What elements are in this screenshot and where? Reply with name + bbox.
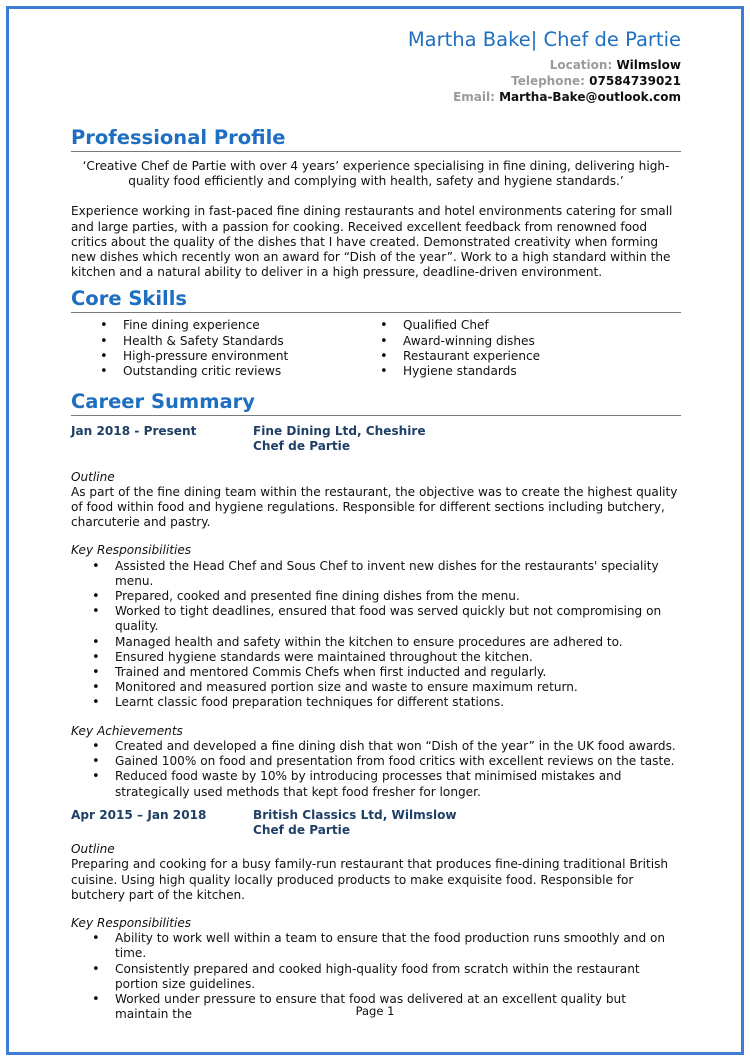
email-label: Email:: [453, 90, 495, 104]
responsibility-item: • Trained and mentored Commis Chefs when first inducted and regularly.: [92, 665, 681, 680]
responsibility-item: • Learnt classic food preparation techniques for different stations.: [92, 695, 681, 710]
job-dates: Apr 2015 – Jan 2018: [71, 807, 207, 822]
section-title-profile: Professional Profile: [71, 126, 681, 152]
section-title-career: Career Summary: [71, 390, 681, 416]
skill-item: • High-pressure environment: [100, 349, 375, 364]
responsibility-item: • Assisted the Head Chef and Sous Chef to invent new dishes for the restaurants' speciality menu.: [92, 559, 681, 589]
email-value: Martha-Bake@outlook.com: [499, 90, 681, 104]
responsibility-item: • Ensured hygiene standards were maintained throughout the kitchen.: [92, 650, 681, 665]
skill-item: • Restaurant experience: [380, 349, 540, 364]
outline-heading: Outline: [71, 469, 115, 484]
skill-item: • Award-winning dishes: [380, 334, 540, 349]
achievements-heading: Key Achievements: [71, 723, 183, 738]
responsibility-item: • Prepared, cooked and presented fine dining dishes from the menu.: [92, 589, 681, 604]
job-header: [71, 808, 681, 823]
skill-item: • Fine dining experience: [100, 318, 375, 333]
skill-item: • Hygiene standards: [380, 364, 540, 379]
responsibility-item: • Ability to work well within a team to ensure that the food production runs smoothly and on time.: [92, 931, 681, 961]
job-header: [71, 424, 681, 439]
job-outline: Preparing and cooking for a busy family-run restaurant that produces fine-dining traditional British cuisine. Using high quality locally produced products to make exquisite food. Responsible for butchery part of the kitchen.: [71, 857, 669, 902]
location-line: [71, 57, 681, 73]
responsibilities-list: [71, 559, 681, 711]
achievement-item: • Reduced food waste by 10% by introducing processes that minimised mistakes and strategically used methods that kept food fresher for longer.: [92, 769, 681, 799]
job-dates: Jan 2018 - Present: [71, 424, 197, 439]
outline-heading: Outline: [71, 842, 115, 857]
location-value: Wilmslow: [616, 58, 681, 72]
cv-header: [71, 27, 681, 105]
skill-item: • Health & Safety Standards: [100, 334, 375, 349]
job-outline: As part of the fine dining team within the restaurant, the objective was to create the highest quality of food within food and hygiene regulations. Responsible for different sections including butchery, charcuterie and pastry.: [71, 484, 678, 530]
page-number: Page 1: [355, 1004, 395, 1018]
job-role: Chef de Partie: [253, 822, 351, 837]
job-entry: [71, 808, 681, 1023]
responsibility-item: • Monitored and measured portion size and waste to ensure maximum return.: [92, 680, 681, 695]
skill-item: • Outstanding critic reviews: [100, 364, 375, 379]
job-company: Fine Dining Ltd, Cheshire: [253, 424, 426, 439]
responsibility-item: • Worked under pressure to ensure that food was delivered at an excellent quality but maintain the: [92, 992, 681, 1022]
achievement-item: • Created and developed a fine dining dish that won “Dish of the year” in the UK food awards.: [92, 739, 681, 754]
responsibilities-heading: Key Responsibilities: [71, 543, 192, 558]
job-company: British Classics Ltd, Wilmslow: [253, 807, 457, 822]
responsibility-item: • Worked to tight deadlines, ensured that food was served quickly but not compromising on quality.: [92, 604, 681, 634]
job-entry: [71, 424, 681, 799]
location-label: Location:: [549, 58, 613, 72]
candidate-name: Martha Bake| Chef de Partie: [407, 28, 681, 51]
section-title-skills: Core Skills: [71, 287, 681, 313]
skills-column-right: [375, 318, 540, 379]
skills-list: [71, 318, 681, 379]
job-role: Chef de Partie: [253, 439, 351, 454]
telephone-value: 07584739021: [589, 74, 681, 88]
achievements-list: [71, 739, 681, 800]
cv-content: [71, 27, 681, 1022]
responsibility-item: • Managed health and safety within the kitchen to ensure procedures are adhered to.: [92, 635, 681, 650]
responsibility-item: • Consistently prepared and cooked high-quality food from scratch within the restaurant portion size guidelines.: [92, 962, 681, 992]
profile-quote: ‘Creative Chef de Partie with over 4 years’ experience specialising in fine dining, delivering high-quality food efficiently and complying with health, safety and hygiene standards.’: [82, 159, 670, 189]
skills-column-left: [71, 318, 375, 379]
achievement-item: • Gained 100% on food and presentation from food critics with excellent reviews on the taste.: [92, 754, 681, 769]
responsibilities-heading: Key Responsibilities: [71, 915, 192, 930]
profile-body: Experience working in fast-paced fine dining restaurants and hotel environments catering for small and large parties, with a passion for cooking. Received excellent feedback from renowned food critics about the quality of the dishes that I have created. Demonstrated creativity when forming new dishes which recently won an award for “Dish of the year”. Work to a high standard within the kitchen and a natural ability to deliver in a high pressure, deadline-driven environment.: [71, 204, 673, 280]
skill-item: • Qualified Chef: [380, 318, 540, 333]
email-line: [71, 89, 681, 105]
telephone-label: Telephone:: [511, 74, 585, 88]
telephone-line: [71, 73, 681, 89]
